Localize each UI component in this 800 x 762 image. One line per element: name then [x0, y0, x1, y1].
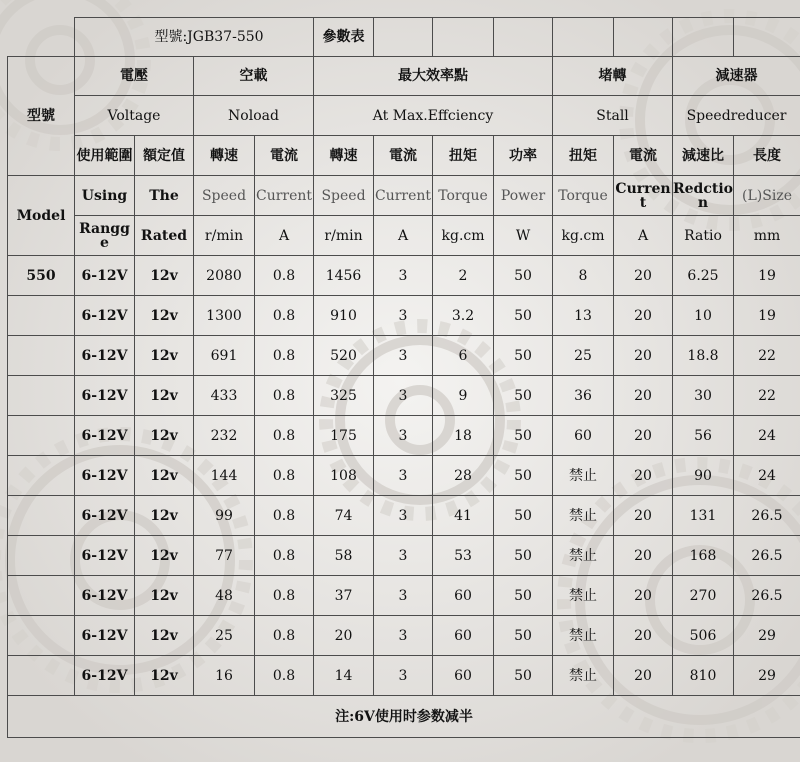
- table-cell: 20: [614, 656, 673, 696]
- table-cell: 50: [494, 416, 553, 456]
- table-cell: 810: [673, 656, 734, 696]
- table-cell: 0.8: [255, 616, 314, 656]
- table-cell: 270: [673, 576, 734, 616]
- table-cell: 16: [194, 656, 255, 696]
- col-cn: 長度: [734, 136, 800, 176]
- col-cn: 電流: [614, 136, 673, 176]
- table-cell: 41: [433, 496, 494, 536]
- table-cell: 26.5: [734, 496, 800, 536]
- group-maxeff-en: At Max.Effciency: [314, 96, 553, 136]
- table-cell: 6-12V: [75, 456, 135, 496]
- model-cell: [8, 616, 75, 656]
- table-cell: 506: [673, 616, 734, 656]
- table-cell: 58: [314, 536, 374, 576]
- group-voltage-cn: 電壓: [75, 57, 194, 96]
- col-cn: 使用範圍: [75, 136, 135, 176]
- group-stall-en: Stall: [553, 96, 673, 136]
- table-cell: 30: [673, 376, 734, 416]
- table-cell: 禁止: [553, 616, 614, 656]
- model-cell: [8, 496, 75, 536]
- table-cell: 25: [194, 616, 255, 656]
- table-cell: 6-12V: [75, 336, 135, 376]
- table-cell: 90: [673, 456, 734, 496]
- table-cell: 18: [433, 416, 494, 456]
- table-cell: 22: [734, 336, 800, 376]
- table-row: [8, 256, 800, 296]
- table-cell: 19: [734, 256, 800, 296]
- table-cell: 0.8: [255, 416, 314, 456]
- column-header-en: [8, 176, 800, 216]
- group-reducer-cn: 減速器: [673, 57, 800, 96]
- table-cell: 20: [614, 456, 673, 496]
- table-cell: 3: [374, 656, 433, 696]
- model-label-en: Model: [8, 176, 75, 256]
- table-cell: 29: [734, 616, 800, 656]
- table-cell: 20: [614, 416, 673, 456]
- model-cell: [8, 296, 75, 336]
- col-cn: 轉速: [314, 136, 374, 176]
- col-en: Speed: [194, 176, 255, 216]
- table-cell: 56: [673, 416, 734, 456]
- table-row: [8, 576, 800, 616]
- table-cell: 20: [614, 576, 673, 616]
- model-cell: [8, 376, 75, 416]
- table-cell: 禁止: [553, 456, 614, 496]
- table-cell: 6-12V: [75, 376, 135, 416]
- table-cell: 60: [433, 616, 494, 656]
- table-cell: 3: [374, 296, 433, 336]
- table-cell: 433: [194, 376, 255, 416]
- model-cell: [8, 336, 75, 376]
- col-unit: kg.cm: [433, 216, 494, 256]
- table-cell: 6-12V: [75, 536, 135, 576]
- table-cell: 12v: [135, 616, 194, 656]
- model-label-cn: 型號: [8, 57, 75, 176]
- table-cell: 3: [374, 616, 433, 656]
- table-row: [8, 656, 800, 696]
- col-en: The: [135, 176, 194, 216]
- table-cell: 50: [494, 536, 553, 576]
- model-cell: 550: [8, 256, 75, 296]
- col-unit: A: [614, 216, 673, 256]
- model-cell: [8, 536, 75, 576]
- table-cell: 1300: [194, 296, 255, 336]
- table-cell: 3: [374, 576, 433, 616]
- table-cell: 20: [614, 256, 673, 296]
- table-cell: 691: [194, 336, 255, 376]
- table-cell: 24: [734, 456, 800, 496]
- table-cell: 6-12V: [75, 576, 135, 616]
- col-en: Speed: [314, 176, 374, 216]
- table-cell: 3: [374, 376, 433, 416]
- table-cell: 2: [433, 256, 494, 296]
- table-cell: 60: [433, 656, 494, 696]
- table-cell: 6-12V: [75, 496, 135, 536]
- col-unit: Ratio: [673, 216, 734, 256]
- table-cell: 74: [314, 496, 374, 536]
- table-cell: 20: [614, 296, 673, 336]
- table-cell: 29: [734, 656, 800, 696]
- table-cell: 禁止: [553, 576, 614, 616]
- table-cell: 50: [494, 336, 553, 376]
- table-row: [8, 296, 800, 336]
- table-cell: 13: [553, 296, 614, 336]
- table-cell: 2080: [194, 256, 255, 296]
- model-cell: [8, 416, 75, 456]
- table-cell: 0.8: [255, 296, 314, 336]
- table-cell: 20: [614, 376, 673, 416]
- table-cell: 6-12V: [75, 656, 135, 696]
- table-cell: 禁止: [553, 496, 614, 536]
- table-cell: 20: [614, 496, 673, 536]
- table-cell: 99: [194, 496, 255, 536]
- table-cell: 12v: [135, 296, 194, 336]
- col-unit: kg.cm: [553, 216, 614, 256]
- table-cell: 12v: [135, 656, 194, 696]
- footnote: 注:6V使用时参数减半: [8, 696, 800, 738]
- table-cell: 60: [433, 576, 494, 616]
- spec-table: [7, 17, 800, 738]
- col-en: Current: [374, 176, 433, 216]
- table-cell: 3.2: [433, 296, 494, 336]
- table-cell: 6-12V: [75, 416, 135, 456]
- model-cell: [8, 456, 75, 496]
- table-cell: 36: [553, 376, 614, 416]
- group-voltage-en: Voltage: [75, 96, 194, 136]
- note-row: [8, 696, 800, 738]
- col-unit: A: [255, 216, 314, 256]
- table-cell: 25: [553, 336, 614, 376]
- table-cell: 50: [494, 456, 553, 496]
- table-row: [8, 496, 800, 536]
- group-noload-cn: 空載: [194, 57, 314, 96]
- table-cell: 60: [553, 416, 614, 456]
- table-cell: 53: [433, 536, 494, 576]
- table-cell: 520: [314, 336, 374, 376]
- table-cell: 108: [314, 456, 374, 496]
- table-row: [8, 536, 800, 576]
- col-en: Redction: [673, 176, 734, 216]
- table-cell: 0.8: [255, 376, 314, 416]
- col-en: Torque: [553, 176, 614, 216]
- table-cell: 6: [433, 336, 494, 376]
- table-cell: 12v: [135, 576, 194, 616]
- table-cell: 37: [314, 576, 374, 616]
- group-stall-cn: 堵轉: [553, 57, 673, 96]
- group-header-en: [8, 96, 800, 136]
- group-reducer-en: Speedreducer: [673, 96, 800, 136]
- title-row: [8, 18, 800, 57]
- col-unit: r/min: [314, 216, 374, 256]
- col-unit: A: [374, 216, 433, 256]
- col-en: (L)Size: [734, 176, 800, 216]
- model-cell: [8, 656, 75, 696]
- model-title: 型號:JGB37-550: [75, 18, 314, 57]
- table-cell: 12v: [135, 376, 194, 416]
- table-cell: 10: [673, 296, 734, 336]
- table-cell: 12v: [135, 256, 194, 296]
- table-cell: 20: [614, 336, 673, 376]
- table-cell: 3: [374, 456, 433, 496]
- table-cell: 168: [673, 536, 734, 576]
- col-cn: 扭矩: [433, 136, 494, 176]
- table-cell: 18.8: [673, 336, 734, 376]
- table-cell: 3: [374, 536, 433, 576]
- table-row: [8, 336, 800, 376]
- col-cn: 轉速: [194, 136, 255, 176]
- table-cell: 8: [553, 256, 614, 296]
- model-cell: [8, 576, 75, 616]
- col-unit: mm: [734, 216, 800, 256]
- table-cell: 232: [194, 416, 255, 456]
- table-cell: 22: [734, 376, 800, 416]
- table-cell: 19: [734, 296, 800, 336]
- table-cell: 12v: [135, 336, 194, 376]
- table-cell: 禁止: [553, 536, 614, 576]
- table-cell: 50: [494, 616, 553, 656]
- table-cell: 50: [494, 256, 553, 296]
- param-table-label: 參數表: [314, 18, 374, 57]
- table-cell: 12v: [135, 456, 194, 496]
- group-noload-en: Noload: [194, 96, 314, 136]
- table-cell: 20: [614, 616, 673, 656]
- table-cell: 48: [194, 576, 255, 616]
- data-rows: [8, 256, 800, 696]
- col-cn: 電流: [255, 136, 314, 176]
- col-cn: 額定值: [135, 136, 194, 176]
- table-cell: 325: [314, 376, 374, 416]
- table-cell: 1456: [314, 256, 374, 296]
- table-cell: 0.8: [255, 536, 314, 576]
- col-cn: 電流: [374, 136, 433, 176]
- col-unit: W: [494, 216, 553, 256]
- table-cell: 6-12V: [75, 256, 135, 296]
- group-maxeff-cn: 最大效率點: [314, 57, 553, 96]
- col-en: Current: [255, 176, 314, 216]
- column-units: [8, 216, 800, 256]
- table-cell: 9: [433, 376, 494, 416]
- table-cell: 50: [494, 656, 553, 696]
- table-row: [8, 616, 800, 656]
- table-row: [8, 456, 800, 496]
- column-header-cn: [8, 136, 800, 176]
- table-cell: 28: [433, 456, 494, 496]
- table-cell: 0.8: [255, 496, 314, 536]
- table-cell: 0.8: [255, 336, 314, 376]
- table-cell: 6.25: [673, 256, 734, 296]
- table-cell: 3: [374, 416, 433, 456]
- col-cn: 扭矩: [553, 136, 614, 176]
- col-unit: r/min: [194, 216, 255, 256]
- table-cell: 6-12V: [75, 616, 135, 656]
- table-row: [8, 416, 800, 456]
- col-en: Power: [494, 176, 553, 216]
- table-cell: 50: [494, 296, 553, 336]
- table-cell: 0.8: [255, 456, 314, 496]
- col-cn: 功率: [494, 136, 553, 176]
- table-cell: 50: [494, 376, 553, 416]
- table-row: [8, 376, 800, 416]
- col-cn: 減速比: [673, 136, 734, 176]
- table-cell: 0.8: [255, 656, 314, 696]
- table-cell: 131: [673, 496, 734, 536]
- table-cell: 0.8: [255, 576, 314, 616]
- table-cell: 0.8: [255, 256, 314, 296]
- table-cell: 24: [734, 416, 800, 456]
- table-cell: 20: [614, 536, 673, 576]
- table-cell: 12v: [135, 496, 194, 536]
- table-cell: 26.5: [734, 576, 800, 616]
- table-cell: 77: [194, 536, 255, 576]
- col-en: Torque: [433, 176, 494, 216]
- table-cell: 20: [314, 616, 374, 656]
- table-cell: 175: [314, 416, 374, 456]
- table-cell: 12v: [135, 416, 194, 456]
- table-cell: 144: [194, 456, 255, 496]
- table-cell: 3: [374, 496, 433, 536]
- table-cell: 12v: [135, 536, 194, 576]
- table-cell: 50: [494, 496, 553, 536]
- col-unit: Rated: [135, 216, 194, 256]
- col-en: Current: [614, 176, 673, 216]
- table-cell: 6-12V: [75, 296, 135, 336]
- col-unit: Rangge: [75, 216, 135, 256]
- table-cell: 禁止: [553, 656, 614, 696]
- table-cell: 3: [374, 336, 433, 376]
- table-cell: 910: [314, 296, 374, 336]
- table-cell: 26.5: [734, 536, 800, 576]
- group-header-cn: [8, 57, 800, 96]
- table-cell: 50: [494, 576, 553, 616]
- col-en: Using: [75, 176, 135, 216]
- table-cell: 14: [314, 656, 374, 696]
- table-cell: 3: [374, 256, 433, 296]
